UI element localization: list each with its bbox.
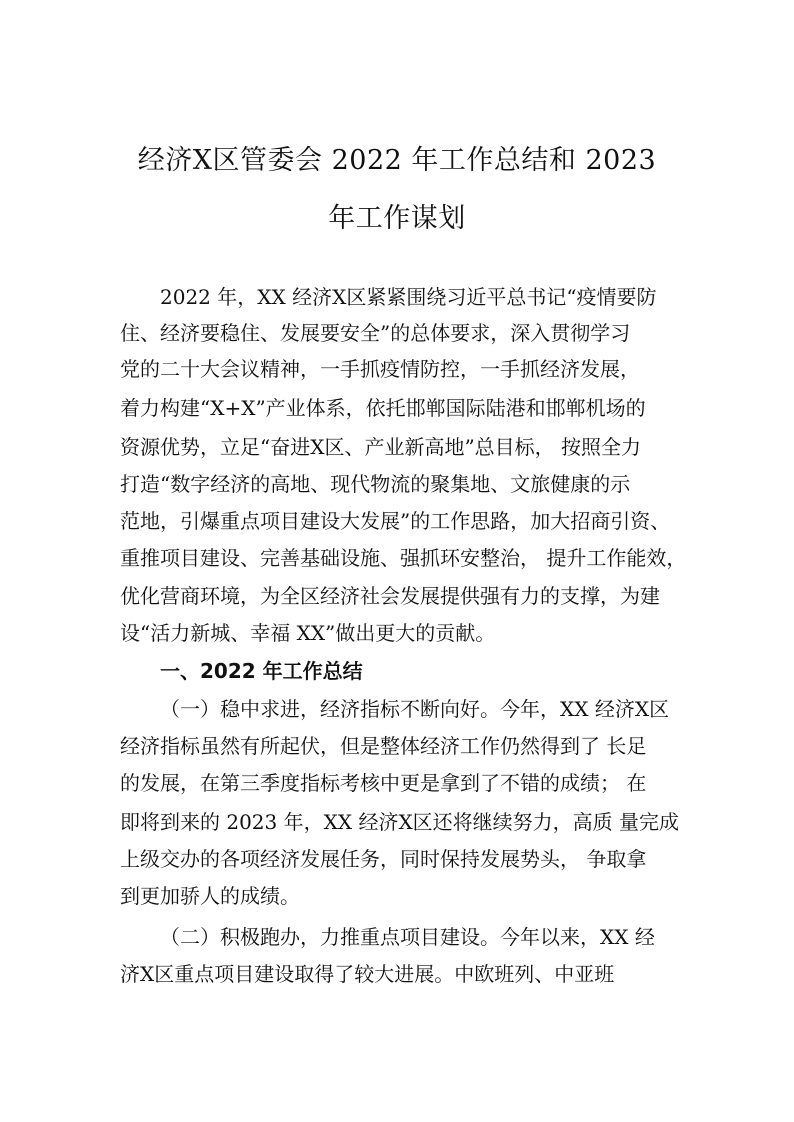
intro-paragraph-line: 住、经济要稳住、发展要安全”的总体要求，深入贯彻学习 bbox=[120, 321, 631, 345]
subsection-1-line: 上级交办的各项经济发展任务，同时保持发展势头， 争取拿 bbox=[120, 847, 647, 871]
subsection-2-line: （二）积极跑办，力推重点项目建设。今年以来，XX 经 bbox=[160, 925, 655, 949]
subsection-2-line: 济X区重点项目建设取得了较大进展。中欧班列、中亚班 bbox=[120, 962, 615, 986]
subsection-1-line: 即将到来的 2023 年，XX 经济X区还将继续努力，高质 量完成 bbox=[120, 810, 680, 834]
subsection-1-line: 的发展，在第三季度指标考核中更是拿到了不错的成绩； 在 bbox=[120, 771, 647, 795]
intro-paragraph-line: 范地，引爆重点项目建设大发展”的工作思路，加大招商引资、 bbox=[120, 509, 671, 533]
intro-paragraph-line: 打造“数字经济的高地、现代物流的聚集地、文旅健康的示 bbox=[120, 472, 631, 496]
intro-paragraph-line: 优化营商环境，为全区经济社会发展提供强有力的支撑，为建 bbox=[120, 584, 660, 608]
section-heading: 一、2022 年工作总结 bbox=[160, 659, 363, 683]
intro-paragraph-line: 重推项目建设、完善基础设施、强抓环安整治， 提升工作能效， bbox=[120, 546, 687, 570]
subsection-1-line: 到更加骄人的成绩。 bbox=[120, 884, 300, 908]
intro-paragraph-line: 2022 年，XX 经济X区紧紧围绕习近平总书记“疫情要防 bbox=[160, 285, 657, 309]
intro-paragraph-line: 设“活力新城、幸福 XX”做出更大的贡献。 bbox=[120, 621, 496, 645]
document-title-line-1: 经济X区管委会 2022 年工作总结和 2023 bbox=[137, 145, 657, 176]
subsection-1-line: 经济指标虽然有所起伏，但是整体经济工作仍然得到了 长足 bbox=[120, 734, 647, 758]
intro-paragraph-line: 资源优势，立足“奋进X区、产业新高地”总目标， 按照全力 bbox=[120, 435, 642, 459]
document-title-line-2: 年工作谋划 bbox=[328, 203, 466, 234]
intro-paragraph-line: 党的二十大会议精神，一手抓疫情防控，一手抓经济发展， bbox=[120, 357, 640, 381]
subsection-1-line: （一）稳中求进，经济指标不断向好。今年，XX 经济X区 bbox=[160, 697, 670, 721]
intro-paragraph-line: 着力构建“X+X”产业体系，依托邯郸国际陆港和邯郸机场的 bbox=[120, 396, 646, 420]
